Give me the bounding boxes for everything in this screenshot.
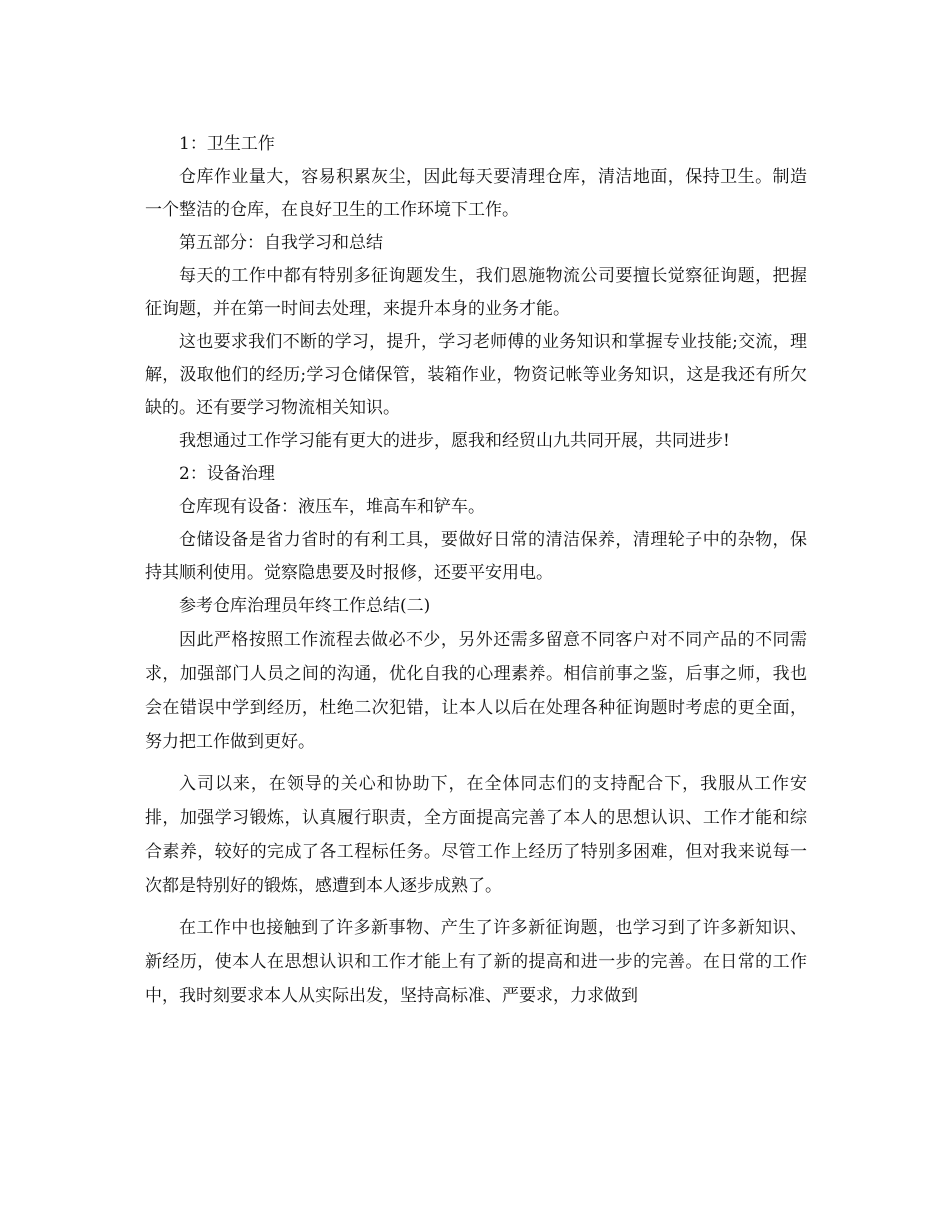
section-heading-summary-two: 参考仓库治理员年终工作总结(二) [179, 596, 431, 616]
paragraph-hygiene: 仓库作业量大，容易积累灰尘，因此每天要清理仓库，清洁地面，保持卫生。制造一个整洁的仓库，在良好卫生的工作环境下工作。 [145, 167, 807, 220]
paragraph-daily-issues: 每天的工作中都有特别多征询题发生，我们恩施物流公司要擅长觉察征询题，把握征询题，并在第一时间去处理，来提升本身的业务才能。 [145, 266, 807, 319]
paragraph-new-knowledge: 在工作中也接触到了许多新事物、产生了许多新征询题，也学习到了许多新知识、新经历，使本人在思想认识和工作才能上有了新的提高和进一步的完善。在日常的工作中，我时刻要求本人从实际出发，坚持高标准、严要求，力求做到 [145, 918, 807, 1006]
paragraph-learning: 这也要求我们不断的学习，提升，学习老师傅的业务知识和掌握专业技能;交流，理解，汲取他们的经历;学习仓储保管，装箱作业，物资记帐等业务知识，这是我还有所欠缺的。还有要学习物流相关知识。 [145, 332, 807, 418]
section-heading-equipment: 2：设备治理 [179, 464, 275, 484]
paragraph-equipment-care: 仓储设备是省力省时的有利工具，要做好日常的清洁保养，清理轮子中的杂物，保持其顺利使用。觉察隐患要及时报修，还要平安用电。 [145, 530, 807, 583]
section-heading-hygiene: 1：卫生工作 [179, 134, 275, 154]
paragraph-workflow: 因此严格按照工作流程去做必不少，另外还需多留意不同客户对不同产品的不同需求，加强部门人员之间的沟通，优化自我的心理素养。相信前事之鉴，后事之师，我也会在错误中学到经历，杜绝二次犯错，让本人以后在处理各种征询题时考虑的更全面，努力把工作做到更好。 [145, 630, 807, 752]
paragraph-progress: 我想通过工作学习能有更大的进步，愿我和经贸山九共同开展，共同进步! [179, 431, 730, 451]
document-body [145, 128, 807, 1013]
section-heading-part-five: 第五部分：自我学习和总结 [179, 233, 383, 253]
paragraph-since-joining: 入司以来，在领导的关心和协助下，在全体同志们的支持配合下，我服从工作安排，加强学习锻炼，认真履行职责，全方面提高完善了本人的思想认识、工作才能和综合素养，较好的完成了各工程标任务。尽管工作上经历了特别多困难，但对我来说每一次都是特别好的锻炼，感遭到本人逐步成熟了。 [145, 774, 807, 896]
paragraph-equipment-list: 仓库现有设备：液压车，堆高车和铲车。 [179, 497, 485, 517]
